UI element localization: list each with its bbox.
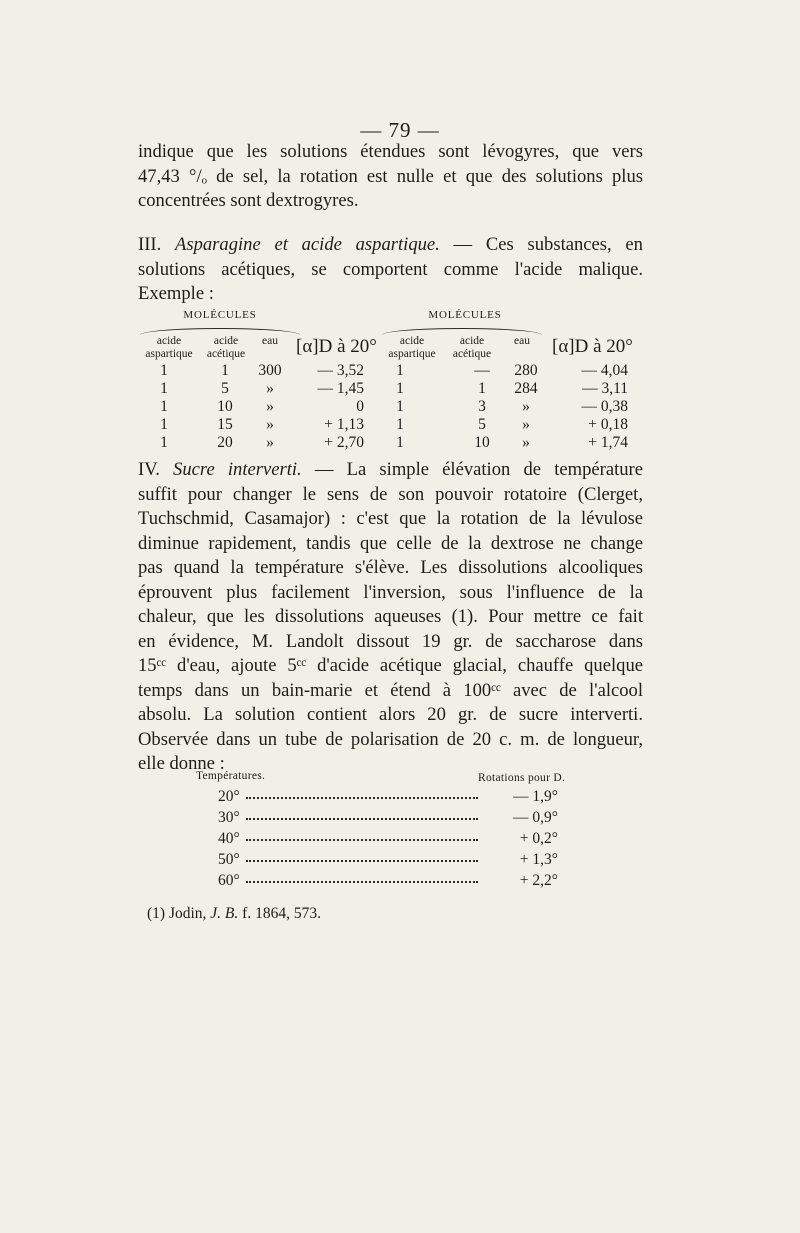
table-cell: » [266, 434, 274, 451]
table-cell: — 3,11 [582, 380, 628, 397]
table-cell: 1 [396, 362, 404, 379]
group-header-right: MOLÉCULES [428, 309, 502, 321]
text-line: concentrées sont dextrogyres. [138, 190, 359, 211]
text-line: chaleur, que les dissolutions aqueuses (1). Pour mettre ce fait [138, 606, 643, 627]
table-cell: 1 [160, 416, 168, 433]
leader-dots [246, 797, 478, 799]
table-cell: 1 [160, 380, 168, 397]
table-cell: 1 [478, 380, 486, 397]
footnote-reference: f. 1864, 573. [242, 905, 321, 922]
text-line: pas quand la température s'élève. Les dissolutions alcooliques [138, 557, 643, 578]
table-cell: 3 [478, 398, 486, 415]
text-line: Exemple : [138, 283, 214, 304]
section-heading-line [138, 233, 643, 258]
section-numeral: III. [138, 234, 162, 255]
table-cell: 10 [217, 398, 233, 415]
table-cell: 5 [478, 416, 486, 433]
table-cell: 20 [217, 434, 233, 451]
col-header-rotation: [α]D à 20° [296, 336, 377, 357]
list-item [218, 851, 558, 871]
text-line: absolu. La solution contient alors 20 gr. de sucre interverti. [138, 704, 643, 725]
rotation-value: + 1,3° [519, 851, 558, 868]
table-cell: 5 [221, 380, 229, 397]
list-item [218, 788, 558, 808]
temperature-value: 50° [218, 851, 240, 868]
table-cell: » [522, 416, 530, 433]
section-asparagine [138, 233, 643, 307]
temperature-value: 30° [218, 809, 240, 826]
table-cell: 1 [396, 380, 404, 397]
col-header-acide-acetique: acide acétique [452, 335, 492, 360]
table-cell: 0 [356, 398, 364, 415]
list-item [218, 872, 558, 892]
table-cell: » [522, 398, 530, 415]
table-cell: 1 [221, 362, 229, 379]
table-cell: — 0,38 [581, 398, 628, 415]
text-line: temps dans un bain-marie et étend à 100ᶜᶜ avec de l'alcool [138, 679, 643, 701]
table-cell: — 4,04 [581, 362, 628, 379]
paragraph-continuation [138, 140, 643, 214]
rotation-value: — 0,9° [513, 809, 558, 826]
table-cell: + 0,18 [588, 416, 628, 433]
text-line: solutions acétiques, se comportent comme l'acide malique. [138, 258, 643, 280]
footnote-number: (1) [147, 905, 166, 922]
temperature-value: 60° [218, 872, 240, 889]
col-header-eau: eau [262, 335, 278, 347]
text-line: en évidence, M. Landolt dissout 19 gr. de saccharose dans [138, 630, 643, 652]
col-header-acide-aspartique: acide aspartique [388, 335, 436, 360]
brace-left [140, 328, 300, 335]
text-line: indique que les solutions étendues sont lévogyres, que vers [138, 141, 643, 162]
table-cell: 1 [396, 416, 404, 433]
table-cell: 1 [160, 434, 168, 451]
text-line: elle donne : [138, 753, 225, 774]
section-sucre-interverti [138, 458, 643, 777]
table-cell: — 3,52 [317, 362, 364, 379]
header-temperatures: Températures. [196, 770, 266, 782]
table-cell: + 2,70 [324, 434, 364, 451]
table-cell: 300 [258, 362, 282, 379]
table-cell: 15 [217, 416, 233, 433]
col-header-eau: eau [514, 335, 530, 347]
text-line: Tuchschmid, Casamajor) : c'est que la rotation de la lévulose [138, 508, 643, 529]
table-cell: 280 [514, 362, 538, 379]
col-header-acide-aspartique: acide aspartique [145, 335, 193, 360]
table-cell: 1 [396, 398, 404, 415]
table-cell: + 1,13 [324, 416, 364, 433]
leader-dots [246, 860, 478, 862]
heading-rest: — La simple élévation de température [301, 459, 643, 480]
table-cell: 1 [160, 398, 168, 415]
table-cell: 1 [396, 434, 404, 451]
list-item [218, 809, 558, 829]
table-cell: — 1,45 [317, 380, 364, 397]
col-header-rotation: [α]D à 20° [552, 336, 633, 357]
text-line: 15ᶜᶜ d'eau, ajoute 5ᶜᶜ d'acide acétique glacial, chauffe quelque [138, 655, 643, 676]
rotation-value: + 2,2° [519, 872, 558, 889]
table-cell: 284 [514, 380, 538, 397]
section-title: Asparagine et acide aspartique. [174, 234, 440, 255]
table-cell: » [522, 434, 530, 451]
footnote-journal: J. B. [210, 905, 239, 922]
table-cell: » [266, 398, 274, 415]
table-cell: » [266, 416, 274, 433]
col-header-acide-acetique: acide acétique [206, 335, 246, 360]
temperature-value: 20° [218, 788, 240, 805]
list-item [218, 830, 558, 850]
text-line: éprouvent plus facilement l'inversion, sous l'influence de la [138, 581, 643, 603]
heading-rest: — Ces substances, en [439, 234, 643, 255]
table-cell: 10 [474, 434, 490, 451]
brace-right [382, 328, 542, 335]
text-line: Observée dans un tube de polarisation de 20 c. m. de longueur, [138, 728, 643, 750]
table-cell: 1 [160, 362, 168, 379]
table-cell: » [266, 380, 274, 397]
page-number: — 79 — [360, 118, 440, 142]
text-line: 47,43 °/ₒ de sel, la rotation est nulle et que des solutions plus [138, 165, 643, 187]
footnote-author: Jodin, [168, 905, 207, 922]
rotation-value: + 0,2° [519, 830, 558, 847]
leader-dots [246, 881, 478, 883]
group-header-left: MOLÉCULES [183, 309, 257, 321]
table-cell: — [474, 362, 490, 379]
footnote [147, 905, 321, 923]
leader-dots [246, 839, 478, 841]
table-cell: + 1,74 [588, 434, 628, 451]
section-title: Sucre interverti. [173, 459, 302, 480]
section-numeral: IV. [138, 459, 160, 480]
leader-dots [246, 818, 478, 820]
temperature-value: 40° [218, 830, 240, 847]
text-line: suffit pour changer le sens de son pouvoir rotatoire (Clerget, [138, 483, 643, 505]
section-heading-line [138, 458, 643, 483]
rotation-value: — 1,9° [513, 788, 558, 805]
text-line: diminue rapidement, tandis que celle de la dextrose ne change [138, 532, 643, 554]
header-rotations: Rotations pour D. [478, 772, 566, 784]
